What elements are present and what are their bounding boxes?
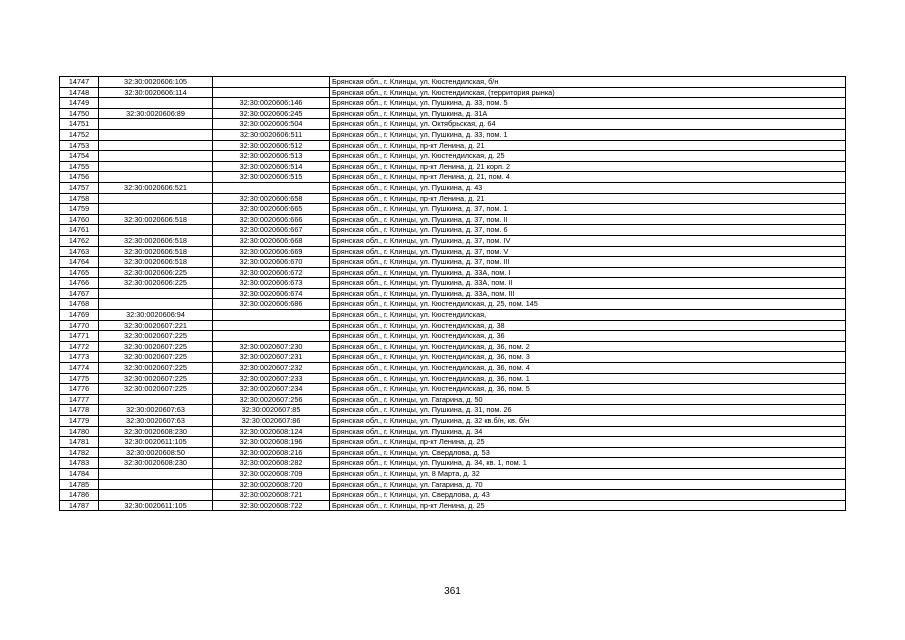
building-cadastral-number-cell: 32:30:0020606:146 [213,98,330,109]
parcel-cadastral-number-cell: 32:30:0020606:518 [99,257,213,268]
building-cadastral-number-cell: 32:30:0020606:514 [213,161,330,172]
table-row [60,384,846,395]
building-cadastral-number-cell: 32:30:0020608:124 [213,426,330,437]
table-row [60,257,846,268]
row-number-cell: 14757 [60,182,99,193]
address-cell: Брянская обл., г. Клинцы, ул. Свердлова, д. 53 [330,447,846,458]
parcel-cadastral-number-cell [99,490,213,501]
address-cell: Брянская обл., г. Клинцы, ул. Кюстендилская, д. 25, пом. 145 [330,299,846,310]
address-cell: Брянская обл., г. Клинцы, ул. Пушкина, д. 31, пом. 26 [330,405,846,416]
table-row [60,161,846,172]
building-cadastral-number-cell: 32:30:0020608:216 [213,447,330,458]
table-row [60,468,846,479]
row-number-cell: 14782 [60,447,99,458]
table-row [60,447,846,458]
building-cadastral-number-cell: 32:30:0020607:256 [213,394,330,405]
address-cell: Брянская обл., г. Клинцы, пр-кт Ленина, д. 21, пом. 4 [330,172,846,183]
page-number: 361 [444,586,461,597]
address-cell: Брянская обл., г. Клинцы, ул. Пушкина, д. 33А, пом. III [330,288,846,299]
address-cell: Брянская обл., г. Клинцы, ул. Кюстендилская, б/н [330,77,846,88]
parcel-cadastral-number-cell: 32:30:0020607:225 [99,331,213,342]
parcel-cadastral-number-cell: 32:30:0020606:521 [99,182,213,193]
parcel-cadastral-number-cell: 32:30:0020606:89 [99,108,213,119]
row-number-cell: 14767 [60,288,99,299]
row-number-cell: 14750 [60,108,99,119]
address-cell: Брянская обл., г. Клинцы, ул. Пушкина, д. 37, пом. III [330,257,846,268]
parcel-cadastral-number-cell: 32:30:0020607:221 [99,320,213,331]
building-cadastral-number-cell: 32:30:0020607:234 [213,384,330,395]
row-number-cell: 14779 [60,416,99,427]
parcel-cadastral-number-cell: 32:30:0020607:225 [99,352,213,363]
table-row [60,140,846,151]
building-cadastral-number-cell: 32:30:0020606:667 [213,225,330,236]
parcel-cadastral-number-cell [99,161,213,172]
building-cadastral-number-cell [213,182,330,193]
address-cell: Брянская обл., г. Клинцы, ул. Кюстендилская, д. 36 [330,331,846,342]
address-cell: Брянская обл., г. Клинцы, ул. Пушкина, д. 37, пом. 6 [330,225,846,236]
row-number-cell: 14786 [60,490,99,501]
building-cadastral-number-cell [213,320,330,331]
address-cell: Брянская обл., г. Клинцы, ул. Пушкина, д. 32 кв.б/н, кв. б/н [330,416,846,427]
address-cell: Брянская обл., г. Клинцы, ул. 8 Марта, д. 32 [330,468,846,479]
building-cadastral-number-cell: 32:30:0020606:686 [213,299,330,310]
row-number-cell: 14766 [60,278,99,289]
parcel-cadastral-number-cell: 32:30:0020607:225 [99,341,213,352]
parcel-cadastral-number-cell: 32:30:0020611:105 [99,437,213,448]
address-cell: Брянская обл., г. Клинцы, ул. Пушкина, д. 37, пом. IV [330,235,846,246]
row-number-cell: 14752 [60,129,99,140]
table-row [60,129,846,140]
table-row [60,108,846,119]
address-cell: Брянская обл., г. Клинцы, пр-кт Ленина, д. 21 [330,193,846,204]
table-row [60,172,846,183]
address-cell: Брянская обл., г. Клинцы, ул. Кюстендилская, (территория рынка) [330,87,846,98]
address-cell: Брянская обл., г. Клинцы, ул. Пушкина, д. 37, пом. V [330,246,846,257]
row-number-cell: 14748 [60,87,99,98]
building-cadastral-number-cell: 32:30:0020606:665 [213,204,330,215]
row-number-cell: 14753 [60,140,99,151]
building-cadastral-number-cell [213,310,330,321]
table-row [60,235,846,246]
row-number-cell: 14769 [60,310,99,321]
table-row [60,416,846,427]
row-number-cell: 14777 [60,394,99,405]
address-cell: Брянская обл., г. Клинцы, ул. Гагарина, д. 50 [330,394,846,405]
row-number-cell: 14758 [60,193,99,204]
row-number-cell: 14759 [60,204,99,215]
building-cadastral-number-cell: 32:30:0020606:674 [213,288,330,299]
parcel-cadastral-number-cell: 32:30:0020606:225 [99,278,213,289]
row-number-cell: 14751 [60,119,99,130]
address-cell: Брянская обл., г. Клинцы, ул. Октябрьская, д. 64 [330,119,846,130]
table-row [60,98,846,109]
building-cadastral-number-cell: 32:30:0020606:512 [213,140,330,151]
parcel-cadastral-number-cell: 32:30:0020606:225 [99,267,213,278]
parcel-cadastral-number-cell [99,204,213,215]
table-row [60,246,846,257]
address-cell: Брянская обл., г. Клинцы, ул. Кюстендилская, д. 36, пом. 4 [330,363,846,374]
table-row [60,204,846,215]
table-row [60,267,846,278]
parcel-cadastral-number-cell [99,98,213,109]
building-cadastral-number-cell: 32:30:0020607:230 [213,341,330,352]
row-number-cell: 14747 [60,77,99,88]
building-cadastral-number-cell: 32:30:0020607:86 [213,416,330,427]
table-row [60,77,846,88]
row-number-cell: 14772 [60,341,99,352]
table-row [60,193,846,204]
address-cell: Брянская обл., г. Клинцы, ул. Кюстендилская, д. 36, пом. 2 [330,341,846,352]
parcel-cadastral-number-cell: 32:30:0020607:225 [99,363,213,374]
row-number-cell: 14756 [60,172,99,183]
address-cell: Брянская обл., г. Клинцы, ул. Пушкина, д. 33, пом. 1 [330,129,846,140]
table-row [60,299,846,310]
address-cell: Брянская обл., г. Клинцы, ул. Кюстендилская, д. 38 [330,320,846,331]
building-cadastral-number-cell: 32:30:0020607:85 [213,405,330,416]
parcel-cadastral-number-cell [99,288,213,299]
row-number-cell: 14776 [60,384,99,395]
building-cadastral-number-cell: 32:30:0020606:658 [213,193,330,204]
building-cadastral-number-cell [213,77,330,88]
address-cell: Брянская обл., г. Клинцы, ул. Кюстендилская, д. 25 [330,151,846,162]
row-number-cell: 14749 [60,98,99,109]
row-number-cell: 14781 [60,437,99,448]
parcel-cadastral-number-cell: 32:30:0020607:63 [99,416,213,427]
address-cell: Брянская обл., г. Клинцы, ул. Кюстендилская, д. 36, пом. 5 [330,384,846,395]
building-cadastral-number-cell: 32:30:0020606:670 [213,257,330,268]
address-cell: Брянская обл., г. Клинцы, ул. Кюстендилская, [330,310,846,321]
row-number-cell: 14761 [60,225,99,236]
row-number-cell: 14783 [60,458,99,469]
building-cadastral-number-cell: 32:30:0020608:721 [213,490,330,501]
table-row [60,500,846,511]
parcel-cadastral-number-cell [99,479,213,490]
row-number-cell: 14778 [60,405,99,416]
address-cell: Брянская обл., г. Клинцы, пр-кт Ленина, д. 25 [330,437,846,448]
address-cell: Брянская обл., г. Клинцы, ул. Пушкина, д. 33А, пом. I [330,267,846,278]
table-row [60,310,846,321]
parcel-cadastral-number-cell [99,225,213,236]
table-row [60,288,846,299]
row-number-cell: 14774 [60,363,99,374]
parcel-cadastral-number-cell: 32:30:0020607:225 [99,373,213,384]
address-cell: Брянская обл., г. Клинцы, пр-кт Ленина, д. 25 [330,500,846,511]
address-cell: Брянская обл., г. Клинцы, пр-кт Ленина, д. 21 корп. 2 [330,161,846,172]
address-cell: Брянская обл., г. Клинцы, ул. Пушкина, д. 37, пом. II [330,214,846,225]
table-row [60,151,846,162]
table-row [60,405,846,416]
building-cadastral-number-cell: 32:30:0020608:282 [213,458,330,469]
table-row [60,352,846,363]
building-cadastral-number-cell: 32:30:0020606:504 [213,119,330,130]
building-cadastral-number-cell [213,87,330,98]
row-number-cell: 14765 [60,267,99,278]
row-number-cell: 14771 [60,331,99,342]
address-cell: Брянская обл., г. Клинцы, ул. Пушкина, д. 37, пом. 1 [330,204,846,215]
building-cadastral-number-cell: 32:30:0020608:722 [213,500,330,511]
building-cadastral-number-cell: 32:30:0020608:196 [213,437,330,448]
address-cell: Брянская обл., г. Клинцы, пр-кт Ленина, д. 21 [330,140,846,151]
table-row [60,490,846,501]
address-cell: Брянская обл., г. Клинцы, ул. Пушкина, д. 43 [330,182,846,193]
table-row [60,363,846,374]
parcel-cadastral-number-cell: 32:30:0020608:230 [99,426,213,437]
table-row [60,331,846,342]
parcel-cadastral-number-cell: 32:30:0020606:94 [99,310,213,321]
building-cadastral-number-cell: 32:30:0020608:709 [213,468,330,479]
row-number-cell: 14760 [60,214,99,225]
parcel-cadastral-number-cell [99,193,213,204]
building-cadastral-number-cell: 32:30:0020606:245 [213,108,330,119]
address-cell: Брянская обл., г. Клинцы, ул. Свердлова, д. 43 [330,490,846,501]
table-row [60,320,846,331]
address-cell: Брянская обл., г. Клинцы, ул. Пушкина, д. 33А, пом. II [330,278,846,289]
parcel-cadastral-number-cell: 32:30:0020606:518 [99,246,213,257]
parcel-cadastral-number-cell [99,151,213,162]
parcel-cadastral-number-cell: 32:30:0020611:105 [99,500,213,511]
row-number-cell: 14755 [60,161,99,172]
address-cell: Брянская обл., г. Клинцы, ул. Пушкина, д. 34 [330,426,846,437]
building-cadastral-number-cell: 32:30:0020607:233 [213,373,330,384]
parcel-cadastral-number-cell [99,119,213,130]
table-row [60,87,846,98]
row-number-cell: 14768 [60,299,99,310]
building-cadastral-number-cell: 32:30:0020606:666 [213,214,330,225]
parcel-cadastral-number-cell [99,394,213,405]
row-number-cell: 14784 [60,468,99,479]
row-number-cell: 14773 [60,352,99,363]
parcel-cadastral-number-cell: 32:30:0020606:518 [99,235,213,246]
address-cell: Брянская обл., г. Клинцы, ул. Кюстендилская, д. 36, пом. 3 [330,352,846,363]
row-number-cell: 14763 [60,246,99,257]
building-cadastral-number-cell: 32:30:0020606:511 [213,129,330,140]
parcel-cadastral-number-cell: 32:30:0020608:50 [99,447,213,458]
table-row [60,214,846,225]
row-number-cell: 14754 [60,151,99,162]
table-row [60,182,846,193]
address-cell: Брянская обл., г. Клинцы, ул. Гагарина, д. 70 [330,479,846,490]
row-number-cell: 14770 [60,320,99,331]
row-number-cell: 14785 [60,479,99,490]
table-row [60,458,846,469]
table-row [60,278,846,289]
parcel-cadastral-number-cell: 32:30:0020607:63 [99,405,213,416]
parcel-cadastral-number-cell: 32:30:0020606:105 [99,77,213,88]
building-cadastral-number-cell: 32:30:0020607:231 [213,352,330,363]
register-table-body [60,77,846,511]
building-cadastral-number-cell [213,331,330,342]
table-row [60,437,846,448]
cadastral-register-table [59,76,846,511]
row-number-cell: 14775 [60,373,99,384]
address-cell: Брянская обл., г. Клинцы, ул. Пушкина, д. 33, пом. 5 [330,98,846,109]
address-cell: Брянская обл., г. Клинцы, ул. Кюстендилская, д. 36, пом. 1 [330,373,846,384]
parcel-cadastral-number-cell [99,299,213,310]
parcel-cadastral-number-cell: 32:30:0020606:518 [99,214,213,225]
row-number-cell: 14787 [60,500,99,511]
building-cadastral-number-cell: 32:30:0020606:515 [213,172,330,183]
table-row [60,479,846,490]
table-row [60,373,846,384]
parcel-cadastral-number-cell: 32:30:0020606:114 [99,87,213,98]
building-cadastral-number-cell: 32:30:0020606:513 [213,151,330,162]
row-number-cell: 14764 [60,257,99,268]
address-cell: Брянская обл., г. Клинцы, ул. Пушкина, д. 34, кв. 1, пом. 1 [330,458,846,469]
parcel-cadastral-number-cell: 32:30:0020607:225 [99,384,213,395]
row-number-cell: 14780 [60,426,99,437]
table-row [60,341,846,352]
parcel-cadastral-number-cell [99,129,213,140]
building-cadastral-number-cell: 32:30:0020606:668 [213,235,330,246]
parcel-cadastral-number-cell [99,140,213,151]
building-cadastral-number-cell: 32:30:0020606:669 [213,246,330,257]
table-row [60,394,846,405]
table-row [60,426,846,437]
table-row [60,225,846,236]
parcel-cadastral-number-cell [99,468,213,479]
parcel-cadastral-number-cell: 32:30:0020608:230 [99,458,213,469]
row-number-cell: 14762 [60,235,99,246]
parcel-cadastral-number-cell [99,172,213,183]
building-cadastral-number-cell: 32:30:0020606:672 [213,267,330,278]
building-cadastral-number-cell: 32:30:0020606:673 [213,278,330,289]
building-cadastral-number-cell: 32:30:0020608:720 [213,479,330,490]
table-row [60,119,846,130]
address-cell: Брянская обл., г. Клинцы, ул. Пушкина, д. 31А [330,108,846,119]
building-cadastral-number-cell: 32:30:0020607:232 [213,363,330,374]
